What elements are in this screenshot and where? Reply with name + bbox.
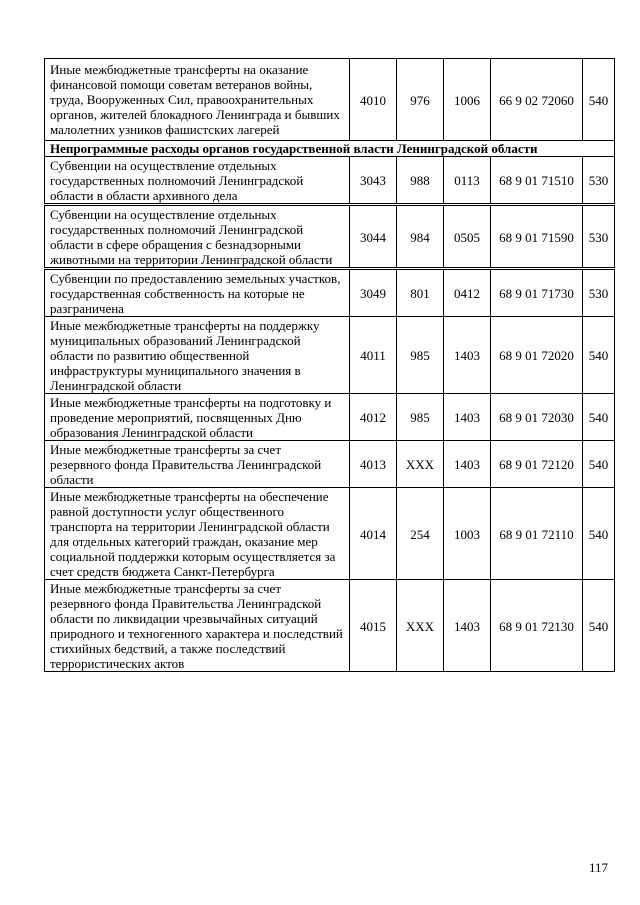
section-subsection-code: 1403	[444, 441, 491, 488]
target-article-code: 68 9 01 71730	[491, 269, 583, 317]
target-article-code: 68 9 01 72020	[491, 317, 583, 394]
expense-type-code: 530	[583, 269, 615, 317]
target-article-code: 66 9 02 72060	[491, 59, 583, 141]
grbs-code: 985	[397, 394, 444, 441]
transfer-code: 3049	[350, 269, 397, 317]
section-title: Непрограммные расходы органов государственной власти Ленинградской области	[45, 141, 615, 157]
section-subsection-code: 1403	[444, 394, 491, 441]
table-row	[45, 269, 615, 317]
target-article-code: 68 9 01 72130	[491, 580, 583, 672]
table-row	[45, 580, 615, 672]
transfer-description: Иные межбюджетные трансферты за счет резервного фонда Правительства Ленинградской области по ликвидации чрезвычайных ситуаций природного и техногенного характера и последствий стихийных бедствий, а также последствий террористических актов	[45, 580, 350, 672]
transfer-description: Субвенции по предоставлению земельных участков, государственная собственность на которые не разграничена	[45, 269, 350, 317]
transfer-code: 3044	[350, 205, 397, 269]
section-subsection-code: 1003	[444, 488, 491, 580]
grbs-code: XXX	[397, 441, 444, 488]
grbs-code: 988	[397, 157, 444, 205]
target-article-code: 68 9 01 72120	[491, 441, 583, 488]
grbs-code: 801	[397, 269, 444, 317]
transfer-code: 4010	[350, 59, 397, 141]
transfer-description: Иные межбюджетные трансферты на поддержку муниципальных образований Ленинградской области по развитию общественной инфраструктуры муниципального значения в Ленинградской области	[45, 317, 350, 394]
grbs-code: XXX	[397, 580, 444, 672]
table-row	[45, 59, 615, 141]
expense-type-code: 540	[583, 441, 615, 488]
section-header-row	[45, 141, 615, 157]
transfer-code: 4014	[350, 488, 397, 580]
target-article-code: 68 9 01 72030	[491, 394, 583, 441]
expense-type-code: 540	[583, 580, 615, 672]
table-row	[45, 157, 615, 205]
grbs-code: 976	[397, 59, 444, 141]
table-row	[45, 394, 615, 441]
grbs-code: 254	[397, 488, 444, 580]
section-subsection-code: 1403	[444, 317, 491, 394]
target-article-code: 68 9 01 71590	[491, 205, 583, 269]
transfer-description: Иные межбюджетные трансферты на оказание финансовой помощи советам ветеранов войны, труда, Вооруженных Сил, правоохранительных органов, жителей блокадного Ленинграда и бывших малолетних узников фашистских лагерей	[45, 59, 350, 141]
transfer-description: Субвенции на осуществление отдельных государственных полномочий Ленинградской области в сфере обращения с безнадзорными животными на территории Ленинградской области	[45, 205, 350, 269]
grbs-code: 985	[397, 317, 444, 394]
target-article-code: 68 9 01 72110	[491, 488, 583, 580]
transfer-description: Иные межбюджетные трансферты за счет резервного фонда Правительства Ленинградской области	[45, 441, 350, 488]
section-subsection-code: 0505	[444, 205, 491, 269]
expense-type-code: 540	[583, 317, 615, 394]
expense-type-code: 540	[583, 488, 615, 580]
transfer-code: 4012	[350, 394, 397, 441]
table-row	[45, 488, 615, 580]
expense-type-code: 540	[583, 59, 615, 141]
table-row	[45, 205, 615, 269]
transfer-code: 4013	[350, 441, 397, 488]
transfer-description: Иные межбюджетные трансферты на подготовку и проведение мероприятий, посвященных Дню образования Ленинградской области	[45, 394, 350, 441]
target-article-code: 68 9 01 71510	[491, 157, 583, 205]
transfer-description: Иные межбюджетные трансферты на обеспечение равной доступности услуг общественного транспорта на территории Ленинградской области для отдельных категорий граждан, оказание мер социальной поддержки которым осуществляется за счет средств бюджета Санкт-Петербурга	[45, 488, 350, 580]
expense-type-code: 540	[583, 394, 615, 441]
transfer-code: 4015	[350, 580, 397, 672]
section-subsection-code: 0113	[444, 157, 491, 205]
budget-table	[44, 58, 615, 672]
table-row	[45, 317, 615, 394]
section-subsection-code: 0412	[444, 269, 491, 317]
page-number: 117	[589, 860, 609, 875]
section-subsection-code: 1403	[444, 580, 491, 672]
expense-type-code: 530	[583, 157, 615, 205]
section-subsection-code: 1006	[444, 59, 491, 141]
table-row	[45, 441, 615, 488]
grbs-code: 984	[397, 205, 444, 269]
transfer-description: Субвенции на осуществление отдельных государственных полномочий Ленинградской области в области архивного дела	[45, 157, 350, 205]
transfer-code: 3043	[350, 157, 397, 205]
expense-type-code: 530	[583, 205, 615, 269]
transfer-code: 4011	[350, 317, 397, 394]
